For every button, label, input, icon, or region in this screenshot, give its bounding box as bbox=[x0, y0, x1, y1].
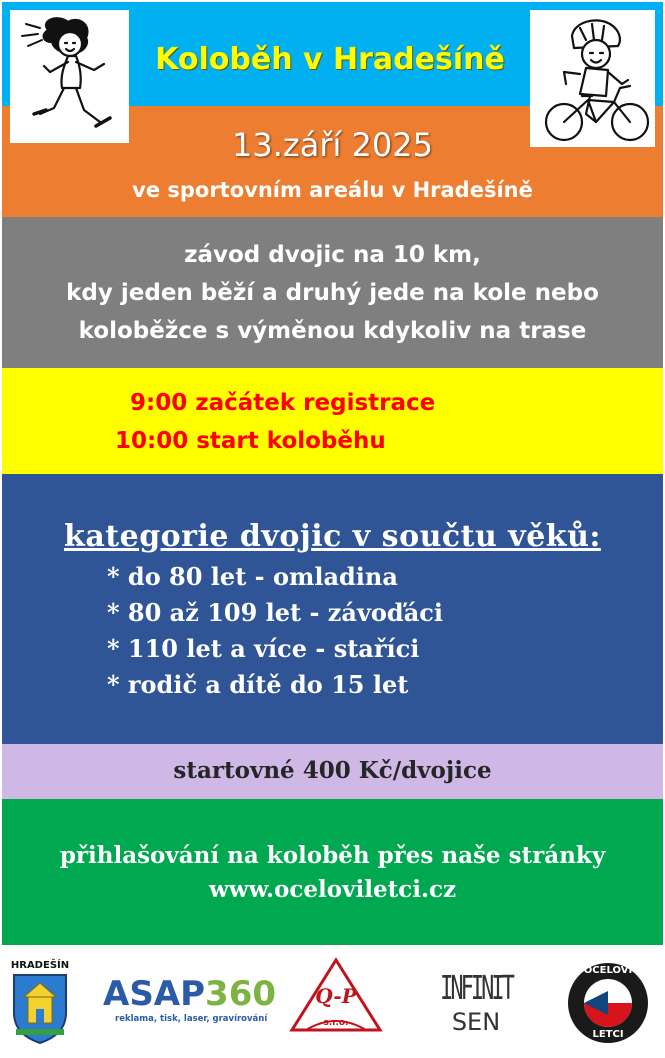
registration-time: 9:00 začátek registrace bbox=[130, 390, 436, 416]
category-item: * 80 až 109 let - závoďáci bbox=[107, 598, 443, 627]
category-item: * do 80 let - omladina bbox=[107, 562, 398, 591]
website-link[interactable]: www.oceloviletci.cz bbox=[208, 876, 457, 903]
hradesin-logo bbox=[10, 960, 82, 1050]
category-item: * rodič a dítě do 15 let bbox=[107, 670, 409, 699]
description-line: kdy jeden běží a druhý jede na kole nebo bbox=[66, 280, 599, 306]
qp-name: Q-P bbox=[315, 984, 357, 1008]
asap-text: ASAP bbox=[103, 974, 206, 1014]
qp-logo bbox=[286, 956, 386, 1038]
infinit-sen-logo bbox=[436, 960, 516, 1044]
event-venue: ve sportovním areálu v Hradešíně bbox=[132, 178, 533, 202]
description-line: závod dvojic na 10 km, bbox=[184, 242, 481, 268]
hradesin-crest-icon bbox=[10, 971, 70, 1045]
category-item: * 110 let a více - staříci bbox=[107, 634, 420, 663]
categories-heading: kategorie dvojic v součtu věků: bbox=[64, 519, 601, 554]
asap-number: 360 bbox=[205, 974, 277, 1014]
ocelovi-letci-logo bbox=[566, 961, 650, 1045]
description-line: koloběžce s výměnou kdykoliv na trase bbox=[78, 318, 587, 344]
qp-suffix: s.r.o. bbox=[323, 1018, 349, 1028]
event-date: 13.září 2025 bbox=[232, 126, 433, 164]
asap-tagline: reklama, tisk, laser, gravírování bbox=[115, 1014, 268, 1024]
running-girl-icon bbox=[10, 10, 129, 143]
event-description bbox=[0, 236, 665, 350]
ocelovi-text: OCELOVÍ bbox=[583, 965, 633, 976]
registration-info: přihlašování na koloběh přes naše stránky bbox=[59, 842, 606, 869]
start-time: 10:00 start koloběhu bbox=[115, 428, 386, 454]
asap360-logo bbox=[103, 974, 277, 1034]
registration-band bbox=[2, 799, 663, 945]
letci-text: LETCI bbox=[592, 1029, 624, 1040]
entry-fee: startovné 400 Kč/dvojice bbox=[173, 757, 492, 784]
hradesin-name: HRADEŠÍN bbox=[10, 960, 70, 971]
schedule-band bbox=[2, 368, 663, 474]
sen-text: SEN bbox=[451, 1008, 501, 1036]
event-title: Koloběh v Hradešíně bbox=[155, 42, 505, 77]
infinit-text: INFINIT bbox=[440, 970, 512, 1008]
